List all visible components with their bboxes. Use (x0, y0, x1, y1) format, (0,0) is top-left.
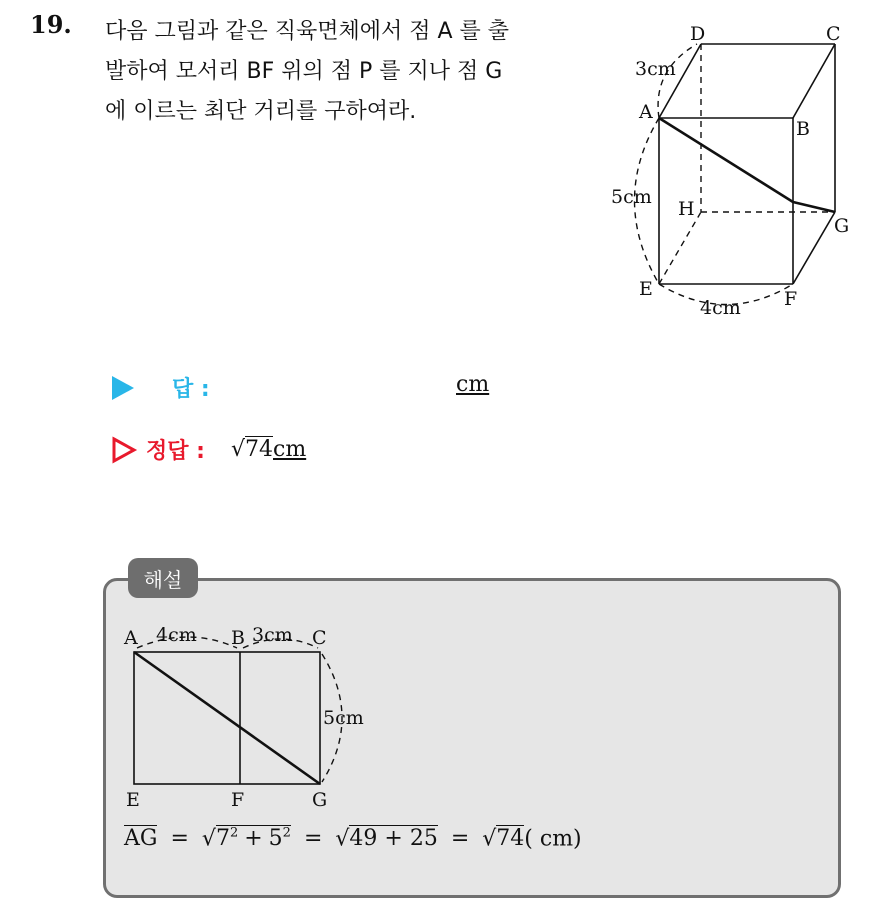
play-triangle-icon (112, 376, 134, 400)
answer-label: 답 : (172, 377, 210, 402)
net-label-e: E (126, 789, 140, 811)
sqrt-sign: √ (230, 437, 245, 462)
solution-formula (124, 826, 582, 851)
sqrt-sign: √ (335, 826, 350, 852)
formula-exp-a: 2 (229, 826, 239, 841)
dimension-ab: 4cm (156, 624, 197, 646)
vertex-label-f: F (784, 288, 798, 310)
correct-answer-label: 정답 : (146, 439, 205, 464)
vertex-label-c: C (826, 23, 841, 45)
correct-answer-value (231, 437, 306, 462)
vertex-label-g: G (834, 215, 850, 237)
dimension-cg: 5cm (323, 707, 364, 729)
formula-equals: = (450, 826, 470, 852)
formula-exp-b: 2 (282, 826, 291, 841)
formula-base-b: 5 (268, 826, 283, 852)
formula-radical-2: 49 + 25 (349, 826, 438, 852)
dimension-ef: 4cm (700, 297, 741, 319)
dimension-ae: 5cm (611, 186, 652, 208)
net-label-a: A (124, 627, 138, 649)
vertex-label-h: H (678, 198, 695, 220)
formula-equals: = (170, 826, 189, 852)
correct-unit: cm (273, 437, 307, 462)
formula-base-a: 7 (215, 826, 230, 852)
outline-triangle-icon (112, 437, 136, 463)
question-line: 다음 그림과 같은 직육면체에서 점 A 를 출 (105, 19, 510, 44)
question-line: 발하여 모서리 BF 위의 점 P 를 지나 점 G (105, 59, 503, 84)
correct-answer-row (112, 434, 306, 465)
vertex-label-e: E (639, 278, 653, 300)
net-diagram (110, 615, 400, 815)
vertex-label-d: D (690, 23, 706, 45)
net-label-g: G (312, 789, 328, 811)
formula-plus: + (244, 826, 263, 852)
question-line: 에 이르는 최단 거리를 구하여라. (105, 99, 417, 124)
question-text (105, 12, 595, 132)
dimension-ad: 3cm (635, 58, 676, 80)
question-number: 19. (30, 10, 72, 39)
sqrt-sign: √ (201, 826, 216, 852)
vertex-label-a: A (639, 101, 653, 123)
solution-tab: 해설 (128, 558, 198, 598)
vertex-label-b: B (796, 118, 810, 140)
answer-row (112, 372, 210, 403)
formula-unit: ( cm) (524, 826, 582, 852)
net-label-f: F (231, 789, 245, 811)
net-label-b: B (231, 627, 245, 649)
dimension-bc: 3cm (252, 624, 293, 646)
formula-radical-1 (216, 825, 291, 851)
correct-radicand: 74 (245, 437, 273, 462)
answer-field[interactable]: cm (456, 372, 490, 397)
formula-equals: = (303, 826, 323, 852)
sqrt-sign: √ (482, 826, 497, 852)
cuboid-figure (600, 15, 880, 325)
net-label-c: C (312, 627, 327, 649)
formula-radical-3: 74 (496, 826, 525, 852)
formula-lhs: AG (124, 826, 158, 852)
